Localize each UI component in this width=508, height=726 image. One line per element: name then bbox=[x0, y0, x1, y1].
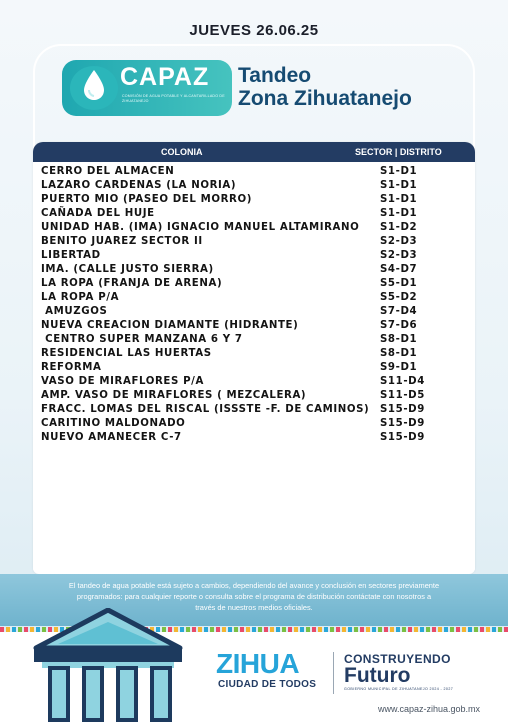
brand-subtitle: COMISIÓN DE AGUA POTABLE Y ALCANTARILLADO DE ZIHUATANEJO bbox=[122, 94, 225, 103]
sector-cell: S1-D2 bbox=[380, 222, 418, 233]
table-row bbox=[41, 278, 461, 292]
table-row bbox=[41, 236, 461, 250]
sector-cell: S5-D1 bbox=[380, 278, 418, 289]
table-row bbox=[41, 320, 461, 334]
table-body bbox=[41, 166, 461, 446]
title-line-2: Zona Zihuatanejo bbox=[238, 87, 412, 110]
website-link[interactable]: www.capaz-zihua.gob.mx bbox=[377, 704, 480, 714]
sector-cell: S5-D2 bbox=[380, 292, 418, 303]
futuro-label: Futuro bbox=[344, 664, 411, 687]
table-row bbox=[41, 376, 461, 390]
zihua-logo: ZIHUA bbox=[216, 648, 300, 679]
sector-cell: S1-D1 bbox=[380, 166, 418, 177]
table-row bbox=[41, 250, 461, 264]
zihua-tagline: CIUDAD DE TODOS bbox=[218, 679, 317, 690]
disclaimer-line-3: través de nuestros medios oficiales. bbox=[195, 603, 313, 612]
table-row bbox=[41, 166, 461, 180]
colonia-cell: BENITO JUAREZ SECTOR II bbox=[41, 236, 203, 247]
sector-cell: S1-D1 bbox=[380, 180, 418, 191]
colonia-cell: LA ROPA P/A bbox=[41, 292, 120, 303]
table-row bbox=[41, 432, 461, 446]
sector-cell: S1-D1 bbox=[380, 194, 418, 205]
sector-cell: S15-D9 bbox=[380, 432, 425, 443]
page-title bbox=[238, 64, 412, 110]
table-row bbox=[41, 292, 461, 306]
table-header bbox=[33, 142, 475, 162]
colonia-cell: FRACC. LOMAS DEL RISCAL (ISSSTE -F. DE CAMINOS) bbox=[41, 404, 370, 415]
colonia-cell: CENTRO SUPER MANZANA 6 Y 7 bbox=[41, 334, 243, 345]
colonia-cell: LAZARO CARDENAS (LA NORIA) bbox=[41, 180, 237, 191]
sector-cell: S8-D1 bbox=[380, 334, 418, 345]
table-row bbox=[41, 264, 461, 278]
sector-cell: S1-D1 bbox=[380, 208, 418, 219]
sector-cell: S7-D6 bbox=[380, 320, 418, 331]
colonia-cell: LIBERTAD bbox=[41, 250, 101, 261]
table-row bbox=[41, 418, 461, 432]
table-row bbox=[41, 194, 461, 208]
schedule-date: JUEVES 26.06.25 bbox=[189, 22, 319, 39]
column-header-colonia: COLONIA bbox=[161, 147, 203, 157]
colonia-cell: AMUZGOS bbox=[41, 306, 108, 317]
table-row bbox=[41, 404, 461, 418]
sector-cell: S9-D1 bbox=[380, 362, 418, 373]
gobierno-label: GOBIERNO MUNICIPAL DE ZIHUATANEJO 2024 - 2027 bbox=[344, 687, 454, 691]
table-row bbox=[41, 348, 461, 362]
table-row bbox=[41, 362, 461, 376]
colonia-cell: VASO DE MIRAFLORES P/A bbox=[41, 376, 204, 387]
brand-name: CAPAZ bbox=[120, 63, 210, 91]
colonia-cell: LA ROPA (FRANJA DE ARENA) bbox=[41, 278, 223, 289]
column-header-sector: SECTOR | DISTRITO bbox=[355, 147, 442, 157]
sector-cell: S8-D1 bbox=[380, 348, 418, 359]
table-row bbox=[41, 306, 461, 320]
construyendo-label: CONSTRUYENDO bbox=[344, 652, 451, 666]
sector-cell: S11-D5 bbox=[380, 390, 425, 401]
table-row bbox=[41, 208, 461, 222]
colonia-cell: REFORMA bbox=[41, 362, 102, 373]
disclaimer-line-2: programados: para cualquier reporte o consulta sobre el programa de distribución contáctate con nosotros a bbox=[76, 592, 432, 601]
colonia-cell: RESIDENCIAL LAS HUERTAS bbox=[41, 348, 212, 359]
title-line-1: Tandeo bbox=[238, 64, 312, 87]
sector-cell: S4-D7 bbox=[380, 264, 418, 275]
colonia-cell: IMA. (CALLE JUSTO SIERRA) bbox=[41, 264, 214, 275]
colonia-cell: CERRO DEL ALMACEN bbox=[41, 166, 175, 177]
sector-cell: S2-D3 bbox=[380, 236, 418, 247]
colonia-cell: NUEVO AMANECER C-7 bbox=[41, 432, 182, 443]
table-row bbox=[41, 222, 461, 236]
colonia-cell: AMP. VASO DE MIRAFLORES ( MEZCALERA) bbox=[41, 390, 307, 401]
government-building-icon bbox=[28, 608, 188, 726]
colonia-cell: UNIDAD HAB. (IMA) IGNACIO MANUEL ALTAMIRANO bbox=[41, 222, 360, 233]
table-row bbox=[41, 334, 461, 348]
sector-cell: S15-D9 bbox=[380, 418, 425, 429]
disclaimer-line-1: El tandeo de agua potable está sujeto a cambios, dependiendo del avance y conclusión en sectores previamente bbox=[68, 581, 440, 590]
logo-divider bbox=[333, 652, 334, 694]
colonia-cell: PUERTO MIO (PASEO DEL MORRO) bbox=[41, 194, 253, 205]
table-row bbox=[41, 180, 461, 194]
table-row bbox=[41, 390, 461, 404]
sector-cell: S15-D9 bbox=[380, 404, 425, 415]
sector-cell: S2-D3 bbox=[380, 250, 418, 261]
water-drop-icon bbox=[82, 69, 106, 101]
colonia-cell: NUEVA CREACION DIAMANTE (HIDRANTE) bbox=[41, 320, 299, 331]
sector-cell: S11-D4 bbox=[380, 376, 425, 387]
colonia-cell: CARITINO MALDONADO bbox=[41, 418, 186, 429]
colonia-cell: CAÑADA DEL HUJE bbox=[41, 208, 155, 219]
sector-cell: S7-D4 bbox=[380, 306, 418, 317]
